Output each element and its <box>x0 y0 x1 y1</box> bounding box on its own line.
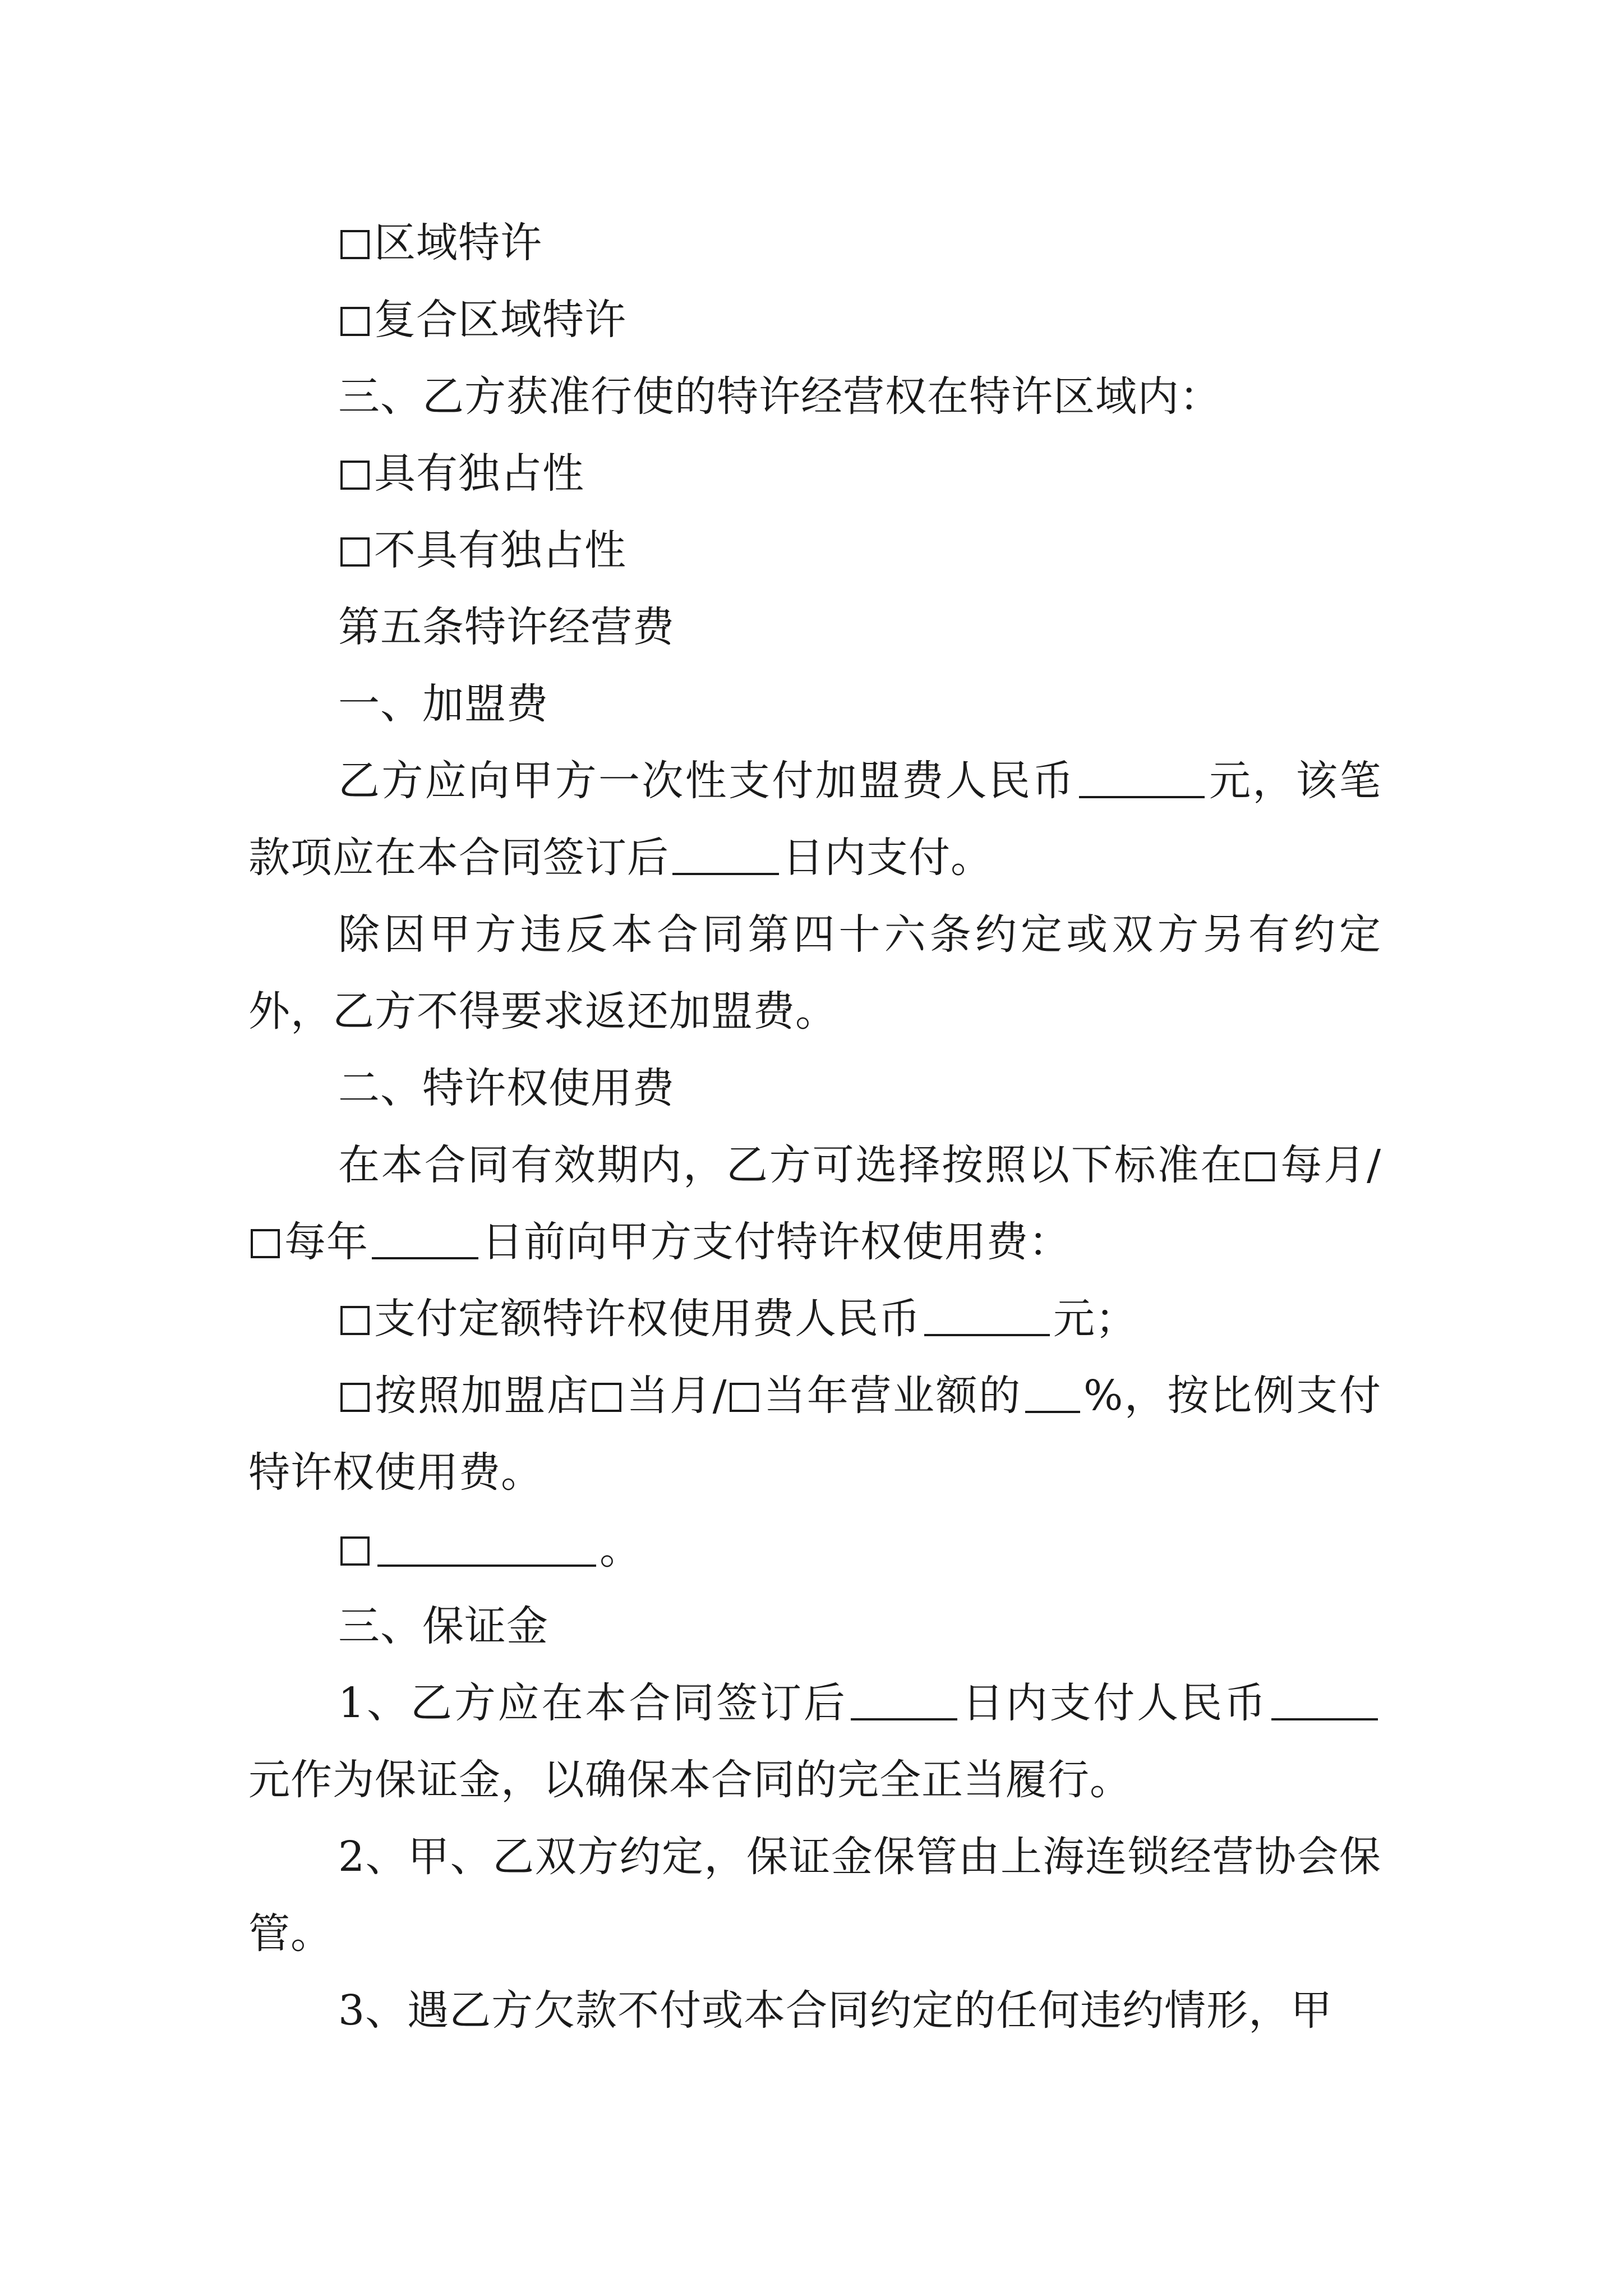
checkbox[interactable] <box>251 1229 280 1258</box>
option-regional-franchise: 区域特许 <box>248 205 1381 282</box>
option-other: 。 <box>248 1511 1381 1588</box>
option-exclusive: 具有独占性 <box>248 435 1381 512</box>
paragraph-deposit-2: 2、甲、乙双方约定，保证金保管由上海连锁经营协会保管。 <box>248 1833 1381 1958</box>
paragraph-deposit-1: 1、乙方应在本合同签订后 日内支付人民币元作为保证金，以确保本合同的完全正当履行。 <box>248 1665 1381 1819</box>
paragraph-deposit-3: 3、遇乙方欠款不付或本合同约定的任何违约情形，甲 <box>338 1986 1333 2035</box>
blank-field[interactable] <box>924 1299 1050 1336</box>
clause-exclusivity-heading: 三、乙方获准行使的特许经营权在特许区域内： <box>338 372 1221 421</box>
checkbox[interactable] <box>340 1306 370 1335</box>
blank-field[interactable] <box>851 1683 957 1720</box>
blank-field[interactable] <box>1025 1376 1080 1413</box>
section-franchise-fee: 一、加盟费 <box>338 680 548 728</box>
option-composite-regional-franchise: 复合区域特许 <box>248 282 1381 358</box>
checkbox[interactable] <box>730 1383 759 1412</box>
blank-field[interactable] <box>672 838 779 875</box>
checkbox[interactable] <box>340 461 370 490</box>
option-non-exclusive: 不具有独占性 <box>248 512 1381 589</box>
section-deposit: 三、保证金 <box>338 1602 548 1650</box>
checkbox[interactable] <box>340 230 370 259</box>
blank-field[interactable] <box>377 1530 596 1567</box>
checkbox[interactable] <box>1246 1152 1275 1181</box>
paragraph-franchise-fee: 乙方应向甲方一次性支付加盟费人民币 元，该笔款项应在本合同签订后 日内支付。 <box>248 757 1382 882</box>
section-royalty: 二、特许权使用费 <box>338 1064 675 1112</box>
option-fixed-royalty: 支付定额特许权使用费人民币 元； <box>248 1281 1381 1358</box>
checkbox[interactable] <box>340 537 370 567</box>
document-body <box>248 205 1381 2049</box>
checkbox[interactable] <box>340 1383 370 1412</box>
article-five-title: 第五条特许经营费 <box>338 603 675 651</box>
paragraph-royalty-schedule: 在本合同有效期内，乙方可选择按照以下标准在 每月/每年 日前向甲方支付特许权使用费： <box>248 1127 1381 1281</box>
blank-field[interactable] <box>1271 1683 1378 1720</box>
checkbox[interactable] <box>340 307 370 336</box>
blank-field[interactable] <box>372 1222 478 1259</box>
option-percentage-royalty: 按照加盟店 当月/ 当年营业额的 %，按比例支付特许权使用费。 <box>248 1372 1381 1497</box>
checkbox[interactable] <box>592 1383 621 1412</box>
checkbox[interactable] <box>340 1536 370 1566</box>
paragraph-no-refund: 除因甲方违反本合同第四十六条约定或双方另有约定外，乙方不得要求返还加盟费。 <box>248 910 1381 1036</box>
blank-field[interactable] <box>1079 761 1205 798</box>
